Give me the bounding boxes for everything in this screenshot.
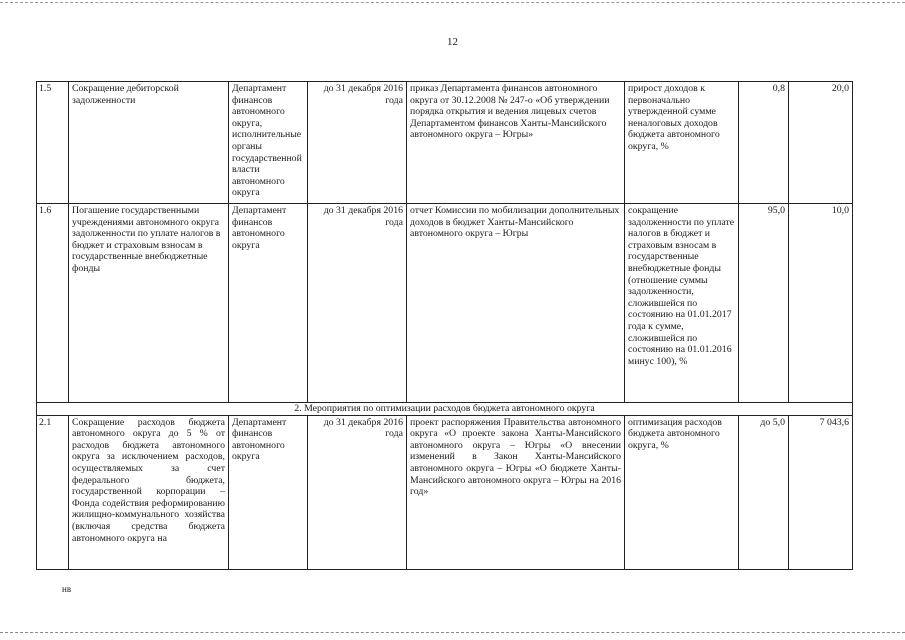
deadline-cell: до 31 декабря 2016 года (308, 204, 407, 403)
measures-table (36, 81, 853, 570)
value-amount-cell: 7 043,6 (789, 415, 853, 569)
document-cell: отчет Комиссии по мобилизации дополнительных доходов в бюджет Ханты-Мансийского автономного округа – Югры (407, 204, 625, 403)
value-2016-cell: 0,8 (739, 82, 789, 204)
value-2016-cell: до 5,0 (739, 415, 789, 569)
measure-cell: Погашение государственными учреждениями автономного округа задолженности по уплате налогов в бюджет и страховым взносам в государственные внебюджетные фонды (69, 204, 229, 403)
section-title: 2. Мероприятия по оптимизации расходов бюджета автономного округа (37, 403, 853, 416)
value-amount-cell: 10,0 (789, 204, 853, 403)
measure-cell: Сокращение дебиторской задолженности (69, 82, 229, 204)
value-2016-cell: 95,0 (739, 204, 789, 403)
indicator-cell: прирост доходов к первоначально утвержденной сумме неналоговых доходов бюджета автономного округа, % (625, 82, 739, 204)
row-number: 1.6 (37, 204, 69, 403)
measure-cell: Сокращение расходов бюджета автономного округа до 5 % от расходов бюджета автономного округа за исключением расходов, осуществляемых за счет федерального бюджета, государственной корпорации – Фонда содействия реформированию жилищно-коммунального хозяйства (включая средства бюджета автономного округа на (69, 415, 229, 569)
row-number: 1.5 (37, 82, 69, 204)
responsible-cell: Департамент финансов автономного округа, исполнительные органы государственной власти автономного округа (229, 82, 308, 204)
responsible-cell: Департамент финансов автономного округа (229, 415, 308, 569)
page-bottom-edge (0, 632, 905, 633)
document-cell: проект распоряжения Правительства автономного округа «О проекте закона Ханты-Мансийского автономного округа – Югры «О внесении изменений в Закон Ханты-Мансийского автономного округа – Югры «О бюджете Ханты-Мансийского автономного округа – Югры на 2016 год» (407, 415, 625, 569)
footer-mark: нв (62, 584, 72, 594)
indicator-cell: оптимизация расходов бюджета автономного округа, % (625, 415, 739, 569)
deadline-cell: до 31 декабря 2016 года (308, 82, 407, 204)
table-row (37, 82, 853, 204)
value-amount-cell: 20,0 (789, 82, 853, 204)
deadline-cell: до 31 декабря 2016 года (308, 415, 407, 569)
indicator-cell: сокращение задолженности по уплате налогов в бюджет и страховым взносам в государственные внебюджетные фонды (отношение суммы задолженности, сложившейся по состоянию на 01.01.2017 года к сумме, сложившейся по состоянию на 01.01.2016 минус 100), % (625, 204, 739, 403)
document-cell: приказ Департамента финансов автономного округа от 30.12.2008 № 247-о «Об утверждении порядка открытия и ведения лицевых счетов Департаментом финансов Ханты-Мансийского автономного округа – Югры» (407, 82, 625, 204)
table-row (37, 415, 853, 569)
table-row (37, 204, 853, 403)
page-number: 12 (447, 36, 458, 48)
section-header-row (37, 403, 853, 416)
page-top-edge (0, 2, 905, 3)
responsible-cell: Департамент финансов автономного округа (229, 204, 308, 403)
row-number: 2.1 (37, 415, 69, 569)
